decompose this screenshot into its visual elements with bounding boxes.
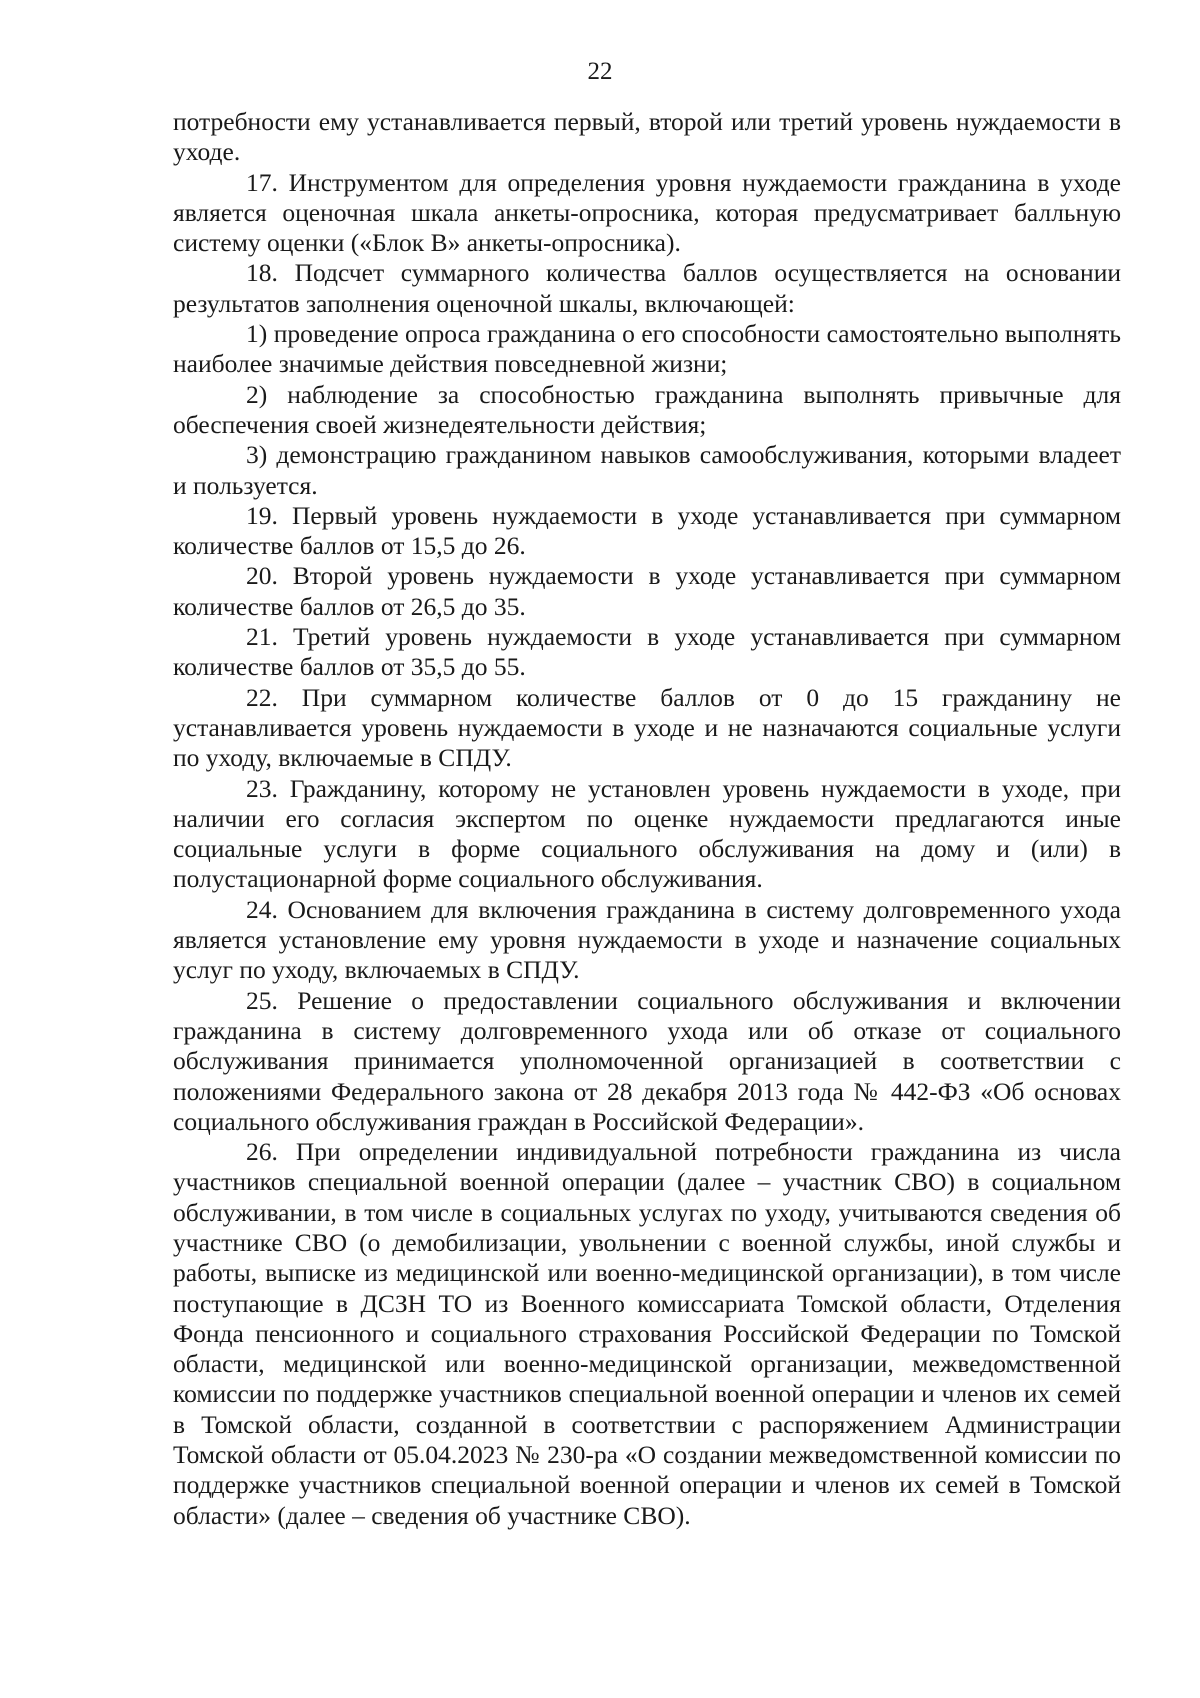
paragraph-17: 17. Инструментом для определения уровня нуждаемости гражданина в уходе является оценочная шкала анкеты-опросника, которая предусматривает балльную систему оценки («Блок В» анкеты-опросника).	[173, 167, 1121, 258]
paragraph-24: 24. Основанием для включения гражданина в систему долговременного ухода является установление ему уровня нуждаемости в уходе и назначение социальных услуг по уходу, включаемых в СПДУ.	[173, 894, 1121, 985]
paragraph-26: 26. При определении индивидуальной потребности гражданина из числа участников специальной военной операции (далее – участник СВО) в социальном обслуживании, в том числе в социальных услугах по уходу, учитываются сведения об участнике СВО (о демобилизации, увольнении с военной службы, иной службы и работы, выписке из медицинской или военно-медицинской организации), в том числе поступающие в ДСЗН ТО из Военного комиссариата Томской области, Отделения Фонда пенсионного и социального страхования Российской Федерации по Томской области, медицинской или военно-медицинской организации, межведомственной комиссии по поддержке участников специальной военной операции и членов их семей в Томской области, созданной в соответствии с распоряжением Администрации Томской области от 05.04.2023 № 230-ра «О создании межведомственной комиссии по поддержке участников специальной военной операции и членов их семей в Томской области» (далее – сведения об участнике СВО).	[173, 1137, 1121, 1530]
paragraph-21: 21. Третий уровень нуждаемости в уходе устанавливается при суммарном количестве баллов от 35,5 до 55.	[173, 622, 1121, 682]
page-number: 22	[587, 58, 613, 85]
paragraph-19: 19. Первый уровень нуждаемости в уходе устанавливается при суммарном количестве баллов от 15,5 до 26.	[173, 500, 1121, 561]
paragraph-20: 20. Второй уровень нуждаемости в уходе устанавливается при суммарном количестве баллов от 26,5 до 35.	[173, 561, 1121, 621]
document-body	[173, 107, 1121, 1531]
paragraph-18-item-3: 3) демонстрацию гражданином навыков самообслуживания, которыми владеет и пользуется.	[173, 440, 1121, 500]
paragraph-18: 18. Подсчет суммарного количества баллов осуществляется на основании результатов заполнения оценочной шкалы, включающей:	[173, 258, 1121, 318]
paragraph-23: 23. Гражданину, которому не установлен уровень нуждаемости в уходе, при наличии его согласия экспертом по оценке нуждаемости предлагаются иные социальные услуги в форме социального обслуживания на дому и (или) в полустационарной форме социального обслуживания.	[173, 773, 1121, 894]
paragraph-18-item-2: 2) наблюдение за способностью гражданина выполнять привычные для обеспечения своей жизнедеятельности действия;	[173, 379, 1121, 439]
paragraph-25: 25. Решение о предоставлении социального обслуживания и включении гражданина в систему долговременного ухода или об отказе от социального обслуживания принимается уполномоченной организацией в соответствии с положениями Федерального закона от 28 декабря 2013 года № 442-ФЗ «Об основах социального обслуживания граждан в Российской Федерации».	[173, 985, 1121, 1136]
paragraph-22: 22. При суммарном количестве баллов от 0 до 15 гражданину не устанавливается уровень нуждаемости в уходе и не назначаются социальные услуги по уходу, включаемые в СПДУ.	[173, 682, 1121, 773]
paragraph-18-item-1: 1) проведение опроса гражданина о его способности самостоятельно выполнять наиболее значимые действия повседневной жизни;	[173, 319, 1121, 379]
paragraph-continuation: потребности ему устанавливается первый, второй или третий уровень нуждаемости в уходе.	[173, 107, 1121, 167]
